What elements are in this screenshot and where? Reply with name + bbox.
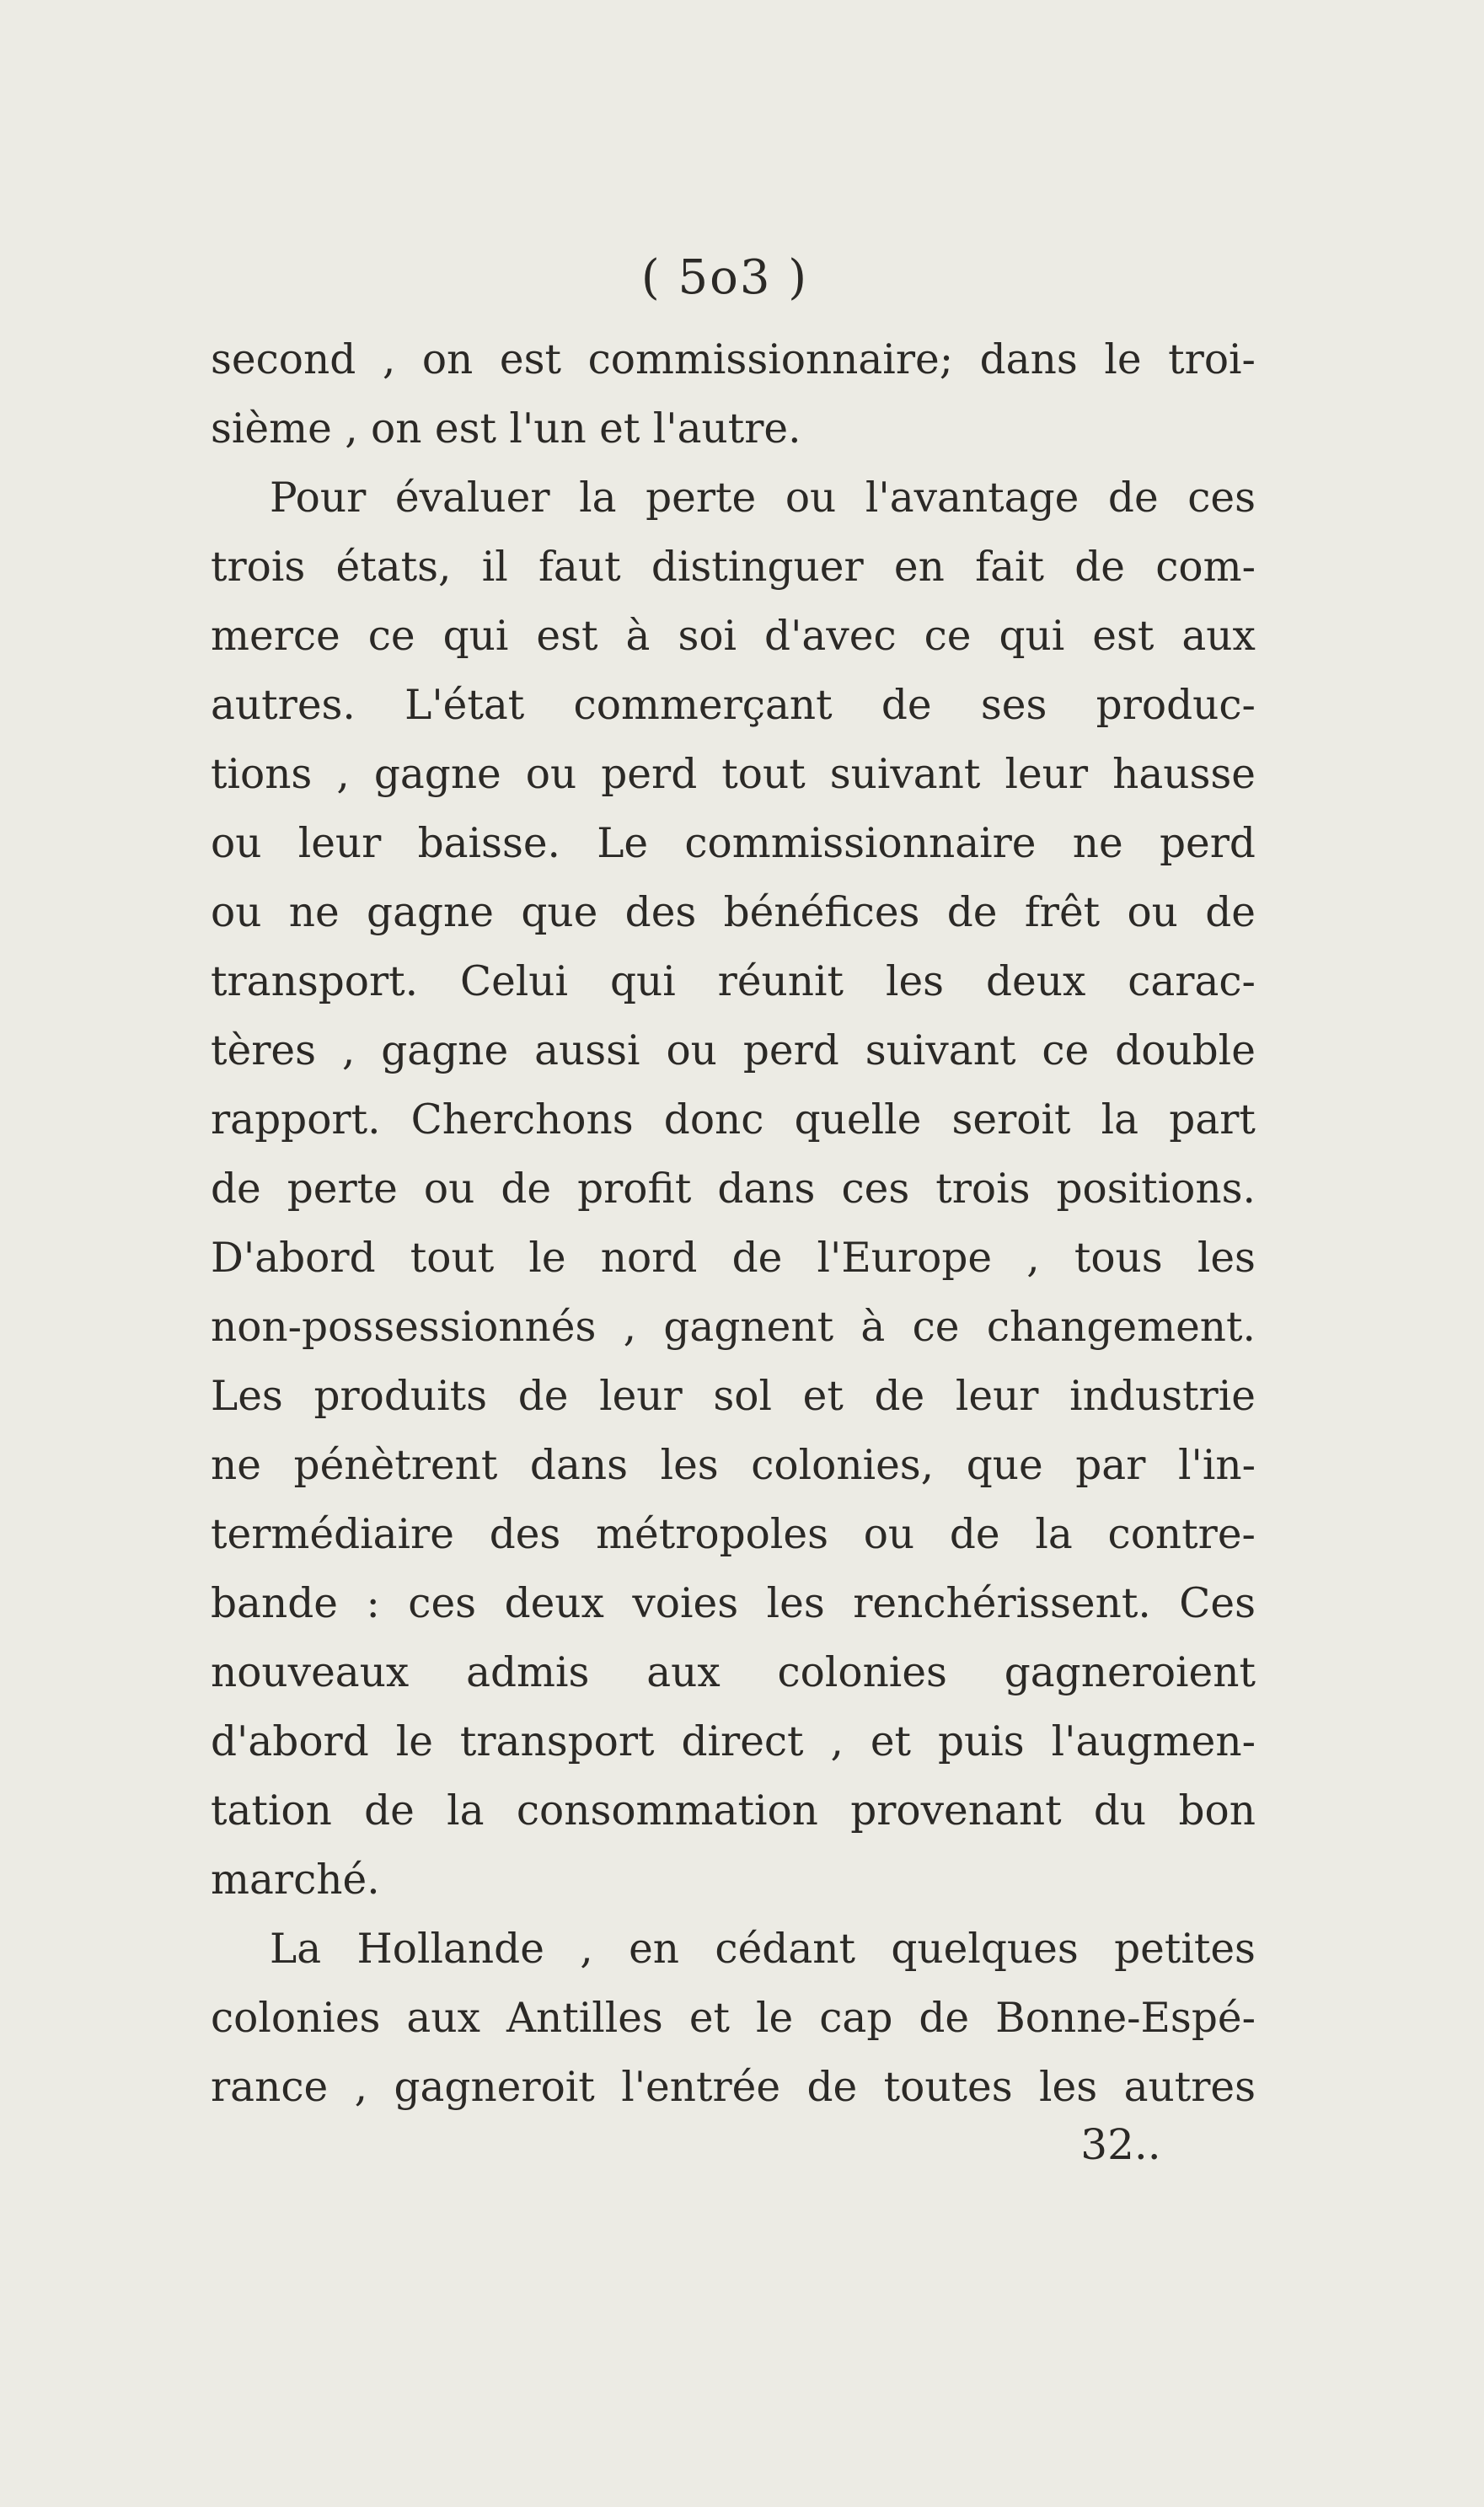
text-line: merce ce qui est à soi d'avec ce qui est aux xyxy=(211,613,1256,660)
body-text xyxy=(211,325,1256,2122)
text-line: non-possessionnés , gagnent à ce changement. xyxy=(211,1304,1256,1351)
text-line: bande : ces deux voies les renchérissent. Ces xyxy=(211,1580,1256,1627)
text-line: ou leur baisse. Le commissionnaire ne perd xyxy=(211,820,1256,867)
text-line: La Hollande , en cédant quelques petites xyxy=(270,1926,1256,1973)
text-line: rance , gagneroit l'entrée de toutes les autres xyxy=(211,2064,1256,2111)
text-line: transport. Celui qui réunit les deux carac- xyxy=(211,958,1256,1005)
text-line: ou ne gagne que des bénéfices de frêt ou de xyxy=(211,889,1256,936)
text-line: Les produits de leur sol et de leur industrie xyxy=(211,1373,1256,1420)
text-line: second , on est commissionnaire; dans le troi- xyxy=(211,336,1256,383)
text-line: d'abord le transport direct , et puis l'augmen- xyxy=(211,1718,1256,1765)
page-number: ( 5o3 ) xyxy=(640,250,809,305)
text-line: termédiaire des métropoles ou de la contre- xyxy=(211,1511,1256,1558)
signature-mark: 32.. xyxy=(1080,2120,1161,2169)
text-line: de perte ou de profit dans ces trois positions. xyxy=(211,1165,1256,1213)
text-line: autres. L'état commerçant de ses produc- xyxy=(211,682,1256,729)
text-line: sième , on est l'un et l'autre. xyxy=(211,405,801,453)
text-line: nouveaux admis aux colonies gagneroient xyxy=(211,1649,1256,1696)
text-line: ne pénètrent dans les colonies, que par l'in- xyxy=(211,1442,1256,1489)
text-line: D'abord tout le nord de l'Europe , tous les xyxy=(211,1235,1256,1282)
text-line: trois états, il faut distinguer en fait de com- xyxy=(211,544,1256,591)
text-line: Pour évaluer la perte ou l'avantage de ces xyxy=(270,474,1256,522)
text-line: rapport. Cherchons donc quelle seroit la part xyxy=(211,1096,1256,1144)
text-line: tions , gagne ou perd tout suivant leur hausse xyxy=(211,751,1256,798)
text-line: marché. xyxy=(211,1856,380,1904)
text-line: tères , gagne aussi ou perd suivant ce double xyxy=(211,1027,1256,1074)
text-line: colonies aux Antilles et le cap de Bonne-Espé- xyxy=(211,1995,1256,2042)
text-line: tation de la consommation provenant du bon xyxy=(211,1787,1256,1835)
